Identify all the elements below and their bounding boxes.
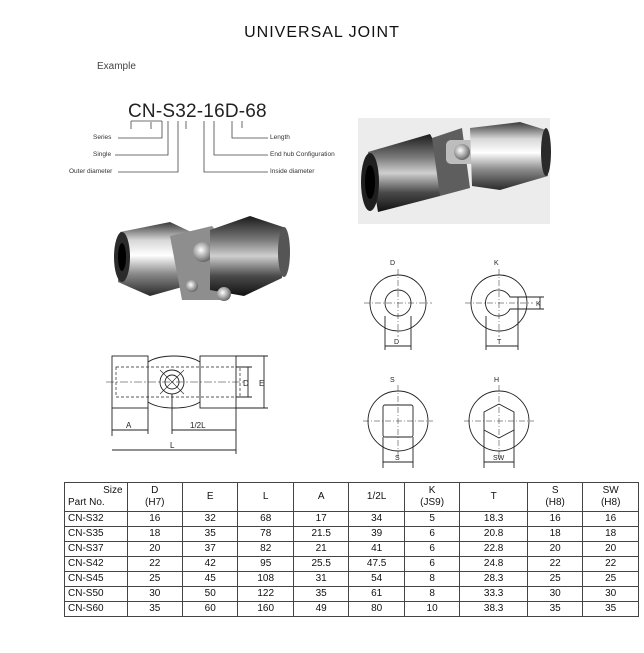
table-row (65, 602, 639, 617)
table-cell: 60 (183, 602, 238, 617)
table-cell: 80 (349, 602, 404, 617)
table-cell: 8 (404, 572, 459, 587)
table-cell: 18 (583, 527, 639, 542)
table-cell: 21.5 (293, 527, 348, 542)
table-cell: 41 (349, 542, 404, 557)
table-cell: 6 (404, 557, 459, 572)
table-cell: 78 (238, 527, 293, 542)
part-number-cell: CN-S37 (65, 542, 128, 557)
table-cell: 25.5 (293, 557, 348, 572)
universal-joint-photo-angled (114, 216, 290, 301)
table-cell: 122 (238, 587, 293, 602)
table-cell: 39 (349, 527, 404, 542)
dim-a: A (126, 421, 132, 430)
table-cell: 20 (583, 542, 639, 557)
table-cell: 34 (349, 512, 404, 527)
table-cell: 47.5 (349, 557, 404, 572)
table-cell: 38.3 (460, 602, 528, 617)
table-cell: 20 (127, 542, 182, 557)
table-cell: 22 (127, 557, 182, 572)
table-cell: 35 (527, 602, 582, 617)
inside-diameter-label: Inside diameter (270, 168, 315, 175)
header-k (404, 483, 459, 512)
example-label: Example (97, 61, 136, 72)
header-d-label: D (151, 485, 159, 496)
header-e: E (183, 483, 238, 512)
table-row (65, 557, 639, 572)
table-cell: 18 (527, 527, 582, 542)
table-cell: 22.8 (460, 542, 528, 557)
part-code-callouts (115, 121, 268, 172)
part-code-example: CN-S32-16D-68 (128, 101, 267, 122)
bore-k-side-dim: K (536, 301, 541, 308)
table-cell: 10 (404, 602, 459, 617)
page-title: UNIVERSAL JOINT (244, 24, 400, 41)
bore-d-dim: D (394, 339, 400, 346)
bore-keyway-diagram (465, 269, 544, 350)
header-d (127, 483, 182, 512)
table-cell: 35 (583, 602, 639, 617)
bore-h-title: H (494, 377, 500, 384)
side-view-drawing (106, 356, 268, 454)
header-sw-sub: (H8) (600, 497, 621, 508)
part-number-cell: CN-S42 (65, 557, 128, 572)
table-cell: 35 (293, 587, 348, 602)
table-cell: 160 (238, 602, 293, 617)
table-cell: 61 (349, 587, 404, 602)
table-cell: 54 (349, 572, 404, 587)
table-cell: 82 (238, 542, 293, 557)
table-cell: 35 (127, 602, 182, 617)
header-k-label: K (428, 485, 436, 496)
table-cell: 32 (183, 512, 238, 527)
header-s (527, 483, 582, 512)
series-label: Series (93, 134, 112, 141)
header-size-part (65, 483, 128, 512)
table-cell: 21 (293, 542, 348, 557)
bore-d-title: D (390, 260, 396, 267)
table-cell: 5 (404, 512, 459, 527)
table-cell: 33.3 (460, 587, 528, 602)
part-number-cell: CN-S50 (65, 587, 128, 602)
header-s-sub: (H8) (545, 497, 565, 508)
table-cell: 6 (404, 527, 459, 542)
header-sw-label: SW (602, 485, 619, 496)
header-d-sub: (H7) (145, 497, 165, 508)
table-cell: 49 (293, 602, 348, 617)
table-cell: 108 (238, 572, 293, 587)
table-cell: 24.8 (460, 557, 528, 572)
part-number-cell: CN-S32 (65, 512, 128, 527)
table-cell: 16 (527, 512, 582, 527)
end-hub-label: End hub Configuration (270, 151, 335, 158)
header-t: T (460, 483, 528, 512)
dim-l: L (170, 441, 175, 450)
table-row (65, 572, 639, 587)
length-label: Length (270, 134, 290, 141)
table-cell: 6 (404, 542, 459, 557)
table-cell: 35 (183, 527, 238, 542)
part-number-cell: CN-S45 (65, 572, 128, 587)
table-cell: 18.3 (460, 512, 528, 527)
header-sw (583, 483, 639, 512)
bore-s-title: S (390, 377, 395, 384)
dim-half-l: 1/2L (190, 421, 206, 430)
bore-t-dim: T (497, 339, 502, 346)
bore-k-title: K (494, 260, 499, 267)
table-cell: 31 (293, 572, 348, 587)
outer-diameter-label: Outer diameter (69, 168, 113, 175)
table-cell: 50 (183, 587, 238, 602)
table-cell: 20 (527, 542, 582, 557)
table-cell: 25 (127, 572, 182, 587)
dim-e-side: E (259, 379, 265, 388)
table-cell: 37 (183, 542, 238, 557)
part-number-cell: CN-S35 (65, 527, 128, 542)
table-cell: 18 (127, 527, 182, 542)
table-cell: 25 (583, 572, 639, 587)
table-cell: 28.3 (460, 572, 528, 587)
header-part-no: Part No. (68, 497, 105, 508)
table-cell: 22 (527, 557, 582, 572)
table-cell: 22 (583, 557, 639, 572)
bore-s-dim: S (395, 455, 400, 462)
table-cell: 95 (238, 557, 293, 572)
table-header-row (65, 483, 639, 512)
header-l: L (238, 483, 293, 512)
bore-round-diagram (364, 269, 432, 350)
table-row (65, 542, 639, 557)
table-cell: 16 (583, 512, 639, 527)
table-cell: 17 (293, 512, 348, 527)
table-body (65, 512, 639, 617)
header-half-l: 1/2L (349, 483, 404, 512)
header-a: A (293, 483, 348, 512)
bore-sw-dim: SW (493, 455, 505, 462)
table-row (65, 512, 639, 527)
single-label: Single (93, 151, 112, 158)
header-size: Size (103, 485, 123, 496)
part-number-cell: CN-S60 (65, 602, 128, 617)
dim-d-side: D (243, 379, 249, 388)
table-cell: 16 (127, 512, 182, 527)
header-s-label: S (551, 485, 559, 496)
table-cell: 45 (183, 572, 238, 587)
table-cell: 30 (583, 587, 639, 602)
table-cell: 68 (238, 512, 293, 527)
header-k-sub: (JS9) (420, 497, 445, 508)
table-cell: 30 (127, 587, 182, 602)
table-cell: 8 (404, 587, 459, 602)
table-cell: 42 (183, 557, 238, 572)
table-cell: 30 (527, 587, 582, 602)
table-row (65, 587, 639, 602)
table-row (65, 527, 639, 542)
specification-table (64, 482, 639, 617)
table-cell: 20.8 (460, 527, 528, 542)
universal-joint-photo-large (358, 118, 551, 224)
table-cell: 25 (527, 572, 582, 587)
